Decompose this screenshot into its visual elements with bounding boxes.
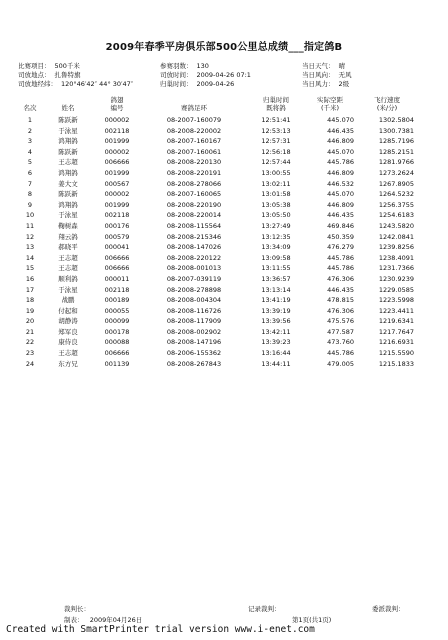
table-row xyxy=(16,349,436,360)
wind-direction-value: 无风 xyxy=(338,71,352,79)
info-race-item xyxy=(18,62,80,71)
cell-speed: 1264.5232 xyxy=(378,190,414,199)
cell-dist: 446.809 xyxy=(327,137,354,146)
header-ring-line2: 编号 xyxy=(110,104,124,112)
cell-speed: 1238.4091 xyxy=(378,253,414,262)
weather-value: 晴 xyxy=(338,62,345,70)
table-row xyxy=(16,190,436,201)
table-row xyxy=(16,275,436,286)
cell-race: 08-2008-001013 xyxy=(166,264,222,273)
cell-dist: 445.786 xyxy=(327,264,354,273)
table-row xyxy=(16,254,436,265)
cell-rank: 4 xyxy=(27,147,33,156)
cell-ring: 000567 xyxy=(104,179,130,188)
info-wind-force xyxy=(302,80,349,89)
results-table xyxy=(16,96,436,370)
table-body xyxy=(16,116,436,370)
cell-speed: 1215.5590 xyxy=(378,349,414,358)
cell-dist: 476.279 xyxy=(327,243,354,252)
cell-dist: 478.815 xyxy=(327,296,354,305)
cell-time: 13:36:57 xyxy=(261,274,291,283)
cell-name: 于泳星 xyxy=(58,211,78,220)
cell-speed: 1216.6931 xyxy=(378,338,414,347)
cell-ring: 001999 xyxy=(104,137,130,146)
cell-dist: 445.786 xyxy=(327,158,354,167)
cell-ring: 000178 xyxy=(104,327,130,336)
cell-rank: 9 xyxy=(27,200,33,209)
cell-time: 12:53:13 xyxy=(261,126,291,135)
cell-name: 王志超 xyxy=(58,253,78,262)
cell-race: 08-2008-220191 xyxy=(166,168,222,177)
return-time-value: 2009-04-26 xyxy=(196,80,235,88)
table-row xyxy=(16,127,436,138)
cell-name: 康侍良 xyxy=(58,338,78,347)
cell-ring: 000002 xyxy=(104,190,130,199)
info-release-time xyxy=(160,71,251,80)
cell-name: 顺利鸽 xyxy=(58,274,78,283)
cell-dist: 445.070 xyxy=(327,147,354,156)
recorder-label: 记录裁判： xyxy=(248,605,281,613)
table-row xyxy=(16,233,436,244)
cell-race: 08-2008-116726 xyxy=(166,306,222,315)
cell-speed: 1256.3755 xyxy=(378,200,414,209)
header-arrival-line2: 既将鸽 xyxy=(266,104,286,112)
cell-dist: 475.576 xyxy=(327,317,354,326)
cell-dist: 450.359 xyxy=(327,232,354,241)
entries-value: 130 xyxy=(196,62,209,70)
cell-race: 08-2007-160167 xyxy=(166,137,222,146)
header-distance-line2: (千米) xyxy=(320,104,340,112)
table-row xyxy=(16,222,436,233)
watermark-text: Created with SmartPrinter trial version www.i-enet.com xyxy=(6,624,315,635)
cell-dist: 479.005 xyxy=(327,359,354,368)
cell-speed: 1229.0585 xyxy=(378,285,414,294)
cell-race: 08-2008-220002 xyxy=(166,126,222,135)
cell-time: 13:05:50 xyxy=(261,211,291,220)
cell-ring: 000176 xyxy=(104,221,130,230)
cell-race: 08-2008-220190 xyxy=(166,200,222,209)
cell-rank: 19 xyxy=(25,306,35,315)
info-weather xyxy=(302,62,345,71)
cell-name: 陈跃新 xyxy=(58,116,78,124)
table-row xyxy=(16,169,436,180)
cell-ring: 000055 xyxy=(104,306,130,315)
table-row xyxy=(16,243,436,254)
cell-name: 鸿翔鸽 xyxy=(58,168,78,177)
cell-race: 08-2008-220130 xyxy=(166,158,222,167)
cell-rank: 7 xyxy=(27,179,33,188)
cell-race: 08-2008-004304 xyxy=(166,296,222,305)
release-place-value: 扎鲁特旗 xyxy=(54,71,81,79)
cell-time: 13:05:38 xyxy=(261,200,291,209)
cell-rank: 24 xyxy=(25,359,35,368)
cell-rank: 17 xyxy=(25,285,35,294)
cell-time: 13:41:19 xyxy=(261,296,291,305)
cell-speed: 1285.7196 xyxy=(378,137,414,146)
release-place-label: 司放地点： xyxy=(18,71,51,79)
cell-dist: 445.786 xyxy=(327,253,354,262)
release-time-label: 司放时间： xyxy=(160,71,193,79)
cell-time: 13:39:19 xyxy=(261,306,291,315)
cell-race: 08-2007-160061 xyxy=(166,147,222,156)
cell-speed: 1230.9239 xyxy=(378,274,414,283)
header-speed-line1: 飞行速度 xyxy=(374,96,400,104)
cell-time: 13:44:11 xyxy=(261,359,291,368)
cell-name: 郝晓平 xyxy=(58,243,78,252)
cell-speed: 1273.2624 xyxy=(378,168,414,177)
made-label: 制表： xyxy=(64,616,84,624)
cell-race: 08-2007-039119 xyxy=(166,274,222,283)
cell-ring: 001139 xyxy=(104,359,130,368)
cell-time: 13:27:49 xyxy=(261,221,291,230)
header-name: 姓名 xyxy=(61,104,75,112)
table-row xyxy=(16,264,436,275)
table-row xyxy=(16,360,436,371)
wind-direction-label: 当日风向： xyxy=(302,71,335,79)
cell-race: 08-2008-117909 xyxy=(166,317,222,326)
cell-race: 08-2008-147196 xyxy=(166,338,222,347)
cell-time: 12:57:31 xyxy=(261,137,291,146)
cell-race: 08-2008-220014 xyxy=(166,211,222,220)
entries-label: 参赛羽数： xyxy=(160,62,193,70)
cell-name: 鞠树森 xyxy=(58,221,78,230)
cell-speed: 1281.9766 xyxy=(378,158,414,167)
cell-rank: 11 xyxy=(25,221,35,230)
cell-time: 12:51:41 xyxy=(261,116,291,124)
cell-name: 王志超 xyxy=(58,158,78,167)
cell-ring: 002118 xyxy=(104,211,130,220)
cell-rank: 16 xyxy=(25,274,35,283)
header-ring-line1: 鸽翅 xyxy=(110,96,124,104)
cell-rank: 8 xyxy=(27,190,33,199)
cell-name: 付起和 xyxy=(58,306,78,315)
cell-dist: 476.306 xyxy=(327,274,354,283)
cell-ring: 006666 xyxy=(104,349,130,358)
cell-name: 王志超 xyxy=(58,349,78,358)
cell-speed: 1217.7647 xyxy=(378,327,414,336)
cell-time: 13:02:11 xyxy=(261,179,291,188)
cell-ring: 000011 xyxy=(104,274,130,283)
header-speed-line2: (米/分) xyxy=(376,104,398,112)
cell-rank: 5 xyxy=(27,158,33,167)
cell-speed: 1239.8256 xyxy=(378,243,414,252)
cell-dist: 446.435 xyxy=(327,126,354,135)
info-return-time xyxy=(160,80,234,89)
cell-time: 13:39:23 xyxy=(261,338,291,347)
table-row xyxy=(16,116,436,127)
committee-label: 委派裁判： xyxy=(372,605,405,613)
cell-time: 13:13:14 xyxy=(261,285,291,294)
release-coords-value: 120°46′42″ 44° 30′47″ xyxy=(61,80,134,88)
cell-speed: 1223.4411 xyxy=(378,306,414,315)
cell-rank: 22 xyxy=(25,338,35,347)
cell-name: 陈跃新 xyxy=(58,190,78,199)
cell-name: 翔云鸽 xyxy=(58,232,78,241)
cell-race: 08-2007-160079 xyxy=(166,116,222,124)
cell-speed: 1254.6183 xyxy=(378,211,414,220)
table-row xyxy=(16,296,436,307)
cell-rank: 6 xyxy=(27,168,33,177)
cell-dist: 445.786 xyxy=(327,349,354,358)
cell-dist: 476.306 xyxy=(327,306,354,315)
cell-time: 13:11:55 xyxy=(261,264,291,273)
cell-name: 战鹏 xyxy=(61,296,75,305)
cell-ring: 000041 xyxy=(104,243,130,252)
cell-dist: 446.435 xyxy=(327,285,354,294)
cell-name: 东方兄 xyxy=(58,359,78,368)
cell-rank: 1 xyxy=(27,116,33,124)
cell-speed: 1243.5820 xyxy=(378,221,414,230)
cell-ring: 000002 xyxy=(104,147,130,156)
cell-ring: 006666 xyxy=(104,253,130,262)
cell-name: 鸿翔鸽 xyxy=(58,200,78,209)
cell-speed: 1215.1833 xyxy=(378,359,414,368)
cell-dist: 446.809 xyxy=(327,168,354,177)
cell-speed: 1300.7381 xyxy=(378,126,414,135)
cell-rank: 15 xyxy=(25,264,35,273)
cell-time: 13:01:58 xyxy=(261,190,291,199)
cell-speed: 1285.2151 xyxy=(378,147,414,156)
cell-time: 13:34:09 xyxy=(261,243,291,252)
cell-rank: 23 xyxy=(25,349,35,358)
cell-time: 13:09:58 xyxy=(261,253,291,262)
cell-speed: 1302.5804 xyxy=(378,116,414,124)
cell-time: 13:00:55 xyxy=(261,168,291,177)
race-item-label: 比赛项目： xyxy=(18,62,51,70)
header-distance-line1: 实际空距 xyxy=(317,96,343,104)
weather-label: 当日天气： xyxy=(302,62,335,70)
cell-name: 于泳星 xyxy=(58,126,78,135)
wind-force-label: 当日风力： xyxy=(302,80,335,88)
cell-speed: 1231.7366 xyxy=(378,264,414,273)
table-row xyxy=(16,148,436,159)
cell-race: 08-2006-155362 xyxy=(166,349,222,358)
info-entries xyxy=(160,62,209,71)
cell-time: 13:42:11 xyxy=(261,327,291,336)
table-row xyxy=(16,211,436,222)
cell-ring: 000189 xyxy=(104,296,130,305)
cell-dist: 446.809 xyxy=(327,200,354,209)
cell-rank: 20 xyxy=(25,317,35,326)
made-by xyxy=(64,615,142,624)
header-race-ring: 赛鸽足环 xyxy=(181,104,207,112)
table-row xyxy=(16,338,436,349)
table-row xyxy=(16,158,436,169)
cell-rank: 10 xyxy=(25,211,35,220)
cell-time: 13:39:56 xyxy=(261,317,291,326)
cell-rank: 2 xyxy=(27,126,33,135)
header-arrival-line1: 归巢时间 xyxy=(263,96,289,104)
cell-rank: 14 xyxy=(25,253,35,262)
cell-race: 08-2008-002902 xyxy=(166,327,222,336)
cell-ring: 001999 xyxy=(104,200,130,209)
page-number: 第1页(共1页) xyxy=(292,616,332,624)
cell-dist: 445.070 xyxy=(327,116,354,124)
cell-dist: 469.846 xyxy=(327,221,354,230)
cell-dist: 446.532 xyxy=(327,179,354,188)
table-row xyxy=(16,137,436,148)
cell-speed: 1219.6341 xyxy=(378,317,414,326)
cell-ring: 006666 xyxy=(104,264,130,273)
cell-name: 姜大文 xyxy=(58,179,78,188)
return-time-label: 归巢时间： xyxy=(160,80,193,88)
release-coords-label: 司放地经纬： xyxy=(18,80,57,88)
report-title: 2009年春季平房俱乐部500公里总成绩___指定鸽B xyxy=(105,42,343,53)
cell-race: 08-2008-267843 xyxy=(166,359,222,368)
cell-name: 陈跃新 xyxy=(58,147,78,156)
cell-rank: 3 xyxy=(27,137,33,146)
cell-race: 08-2007-160065 xyxy=(166,190,222,199)
cell-race: 08-2008-147026 xyxy=(166,243,222,252)
cell-ring: 001999 xyxy=(104,168,130,177)
cell-race: 08-2008-278066 xyxy=(166,179,222,188)
table-row xyxy=(16,307,436,318)
header-rank: 名次 xyxy=(23,104,37,112)
cell-ring: 006666 xyxy=(104,158,130,167)
cell-time: 13:16:44 xyxy=(261,349,291,358)
cell-name: 胡静涛 xyxy=(58,317,78,326)
table-row xyxy=(16,180,436,191)
release-time-value: 2009-04-26 07:1 xyxy=(196,71,251,79)
made-date: 2009年04月26日 xyxy=(89,616,143,624)
cell-rank: 12 xyxy=(25,232,35,241)
table-row xyxy=(16,286,436,297)
cell-dist: 446.435 xyxy=(327,211,354,220)
cell-race: 08-2008-278898 xyxy=(166,285,222,294)
cell-ring: 000002 xyxy=(104,116,130,124)
race-item-value: 500千米 xyxy=(54,62,80,70)
info-release-place xyxy=(18,71,81,80)
cell-rank: 21 xyxy=(25,327,35,336)
cell-speed: 1242.0841 xyxy=(378,232,414,241)
reviewer-label: 裁判长： xyxy=(64,605,90,613)
cell-dist: 477.587 xyxy=(327,327,354,336)
cell-name: 鸿翔鸽 xyxy=(58,137,78,146)
cell-speed: 1267.8905 xyxy=(378,179,414,188)
cell-name: 于泳星 xyxy=(58,285,78,294)
info-wind-direction xyxy=(302,71,352,80)
table-row xyxy=(16,317,436,328)
cell-time: 12:56:18 xyxy=(261,147,291,156)
cell-rank: 13 xyxy=(25,243,35,252)
info-release-coords xyxy=(18,80,133,89)
cell-speed: 1223.5998 xyxy=(378,296,414,305)
cell-ring: 000099 xyxy=(104,317,130,326)
cell-rank: 18 xyxy=(25,296,35,305)
cell-name: 王志超 xyxy=(58,264,78,273)
cell-dist: 445.070 xyxy=(327,190,354,199)
cell-ring: 002118 xyxy=(104,126,130,135)
cell-name: 郑军良 xyxy=(58,327,78,336)
cell-ring: 002118 xyxy=(104,285,130,294)
table-header xyxy=(16,96,436,116)
cell-time: 12:57:44 xyxy=(261,158,291,167)
cell-time: 13:12:35 xyxy=(261,232,291,241)
cell-dist: 473.760 xyxy=(327,338,354,347)
wind-force-value: 2级 xyxy=(338,80,350,88)
table-row xyxy=(16,201,436,212)
cell-race: 08-2008-115564 xyxy=(166,221,222,230)
cell-race: 08-2008-215346 xyxy=(166,232,222,241)
cell-ring: 000088 xyxy=(104,338,130,347)
table-row xyxy=(16,328,436,339)
cell-race: 08-2008-220122 xyxy=(166,253,222,262)
cell-ring: 000579 xyxy=(104,232,130,241)
